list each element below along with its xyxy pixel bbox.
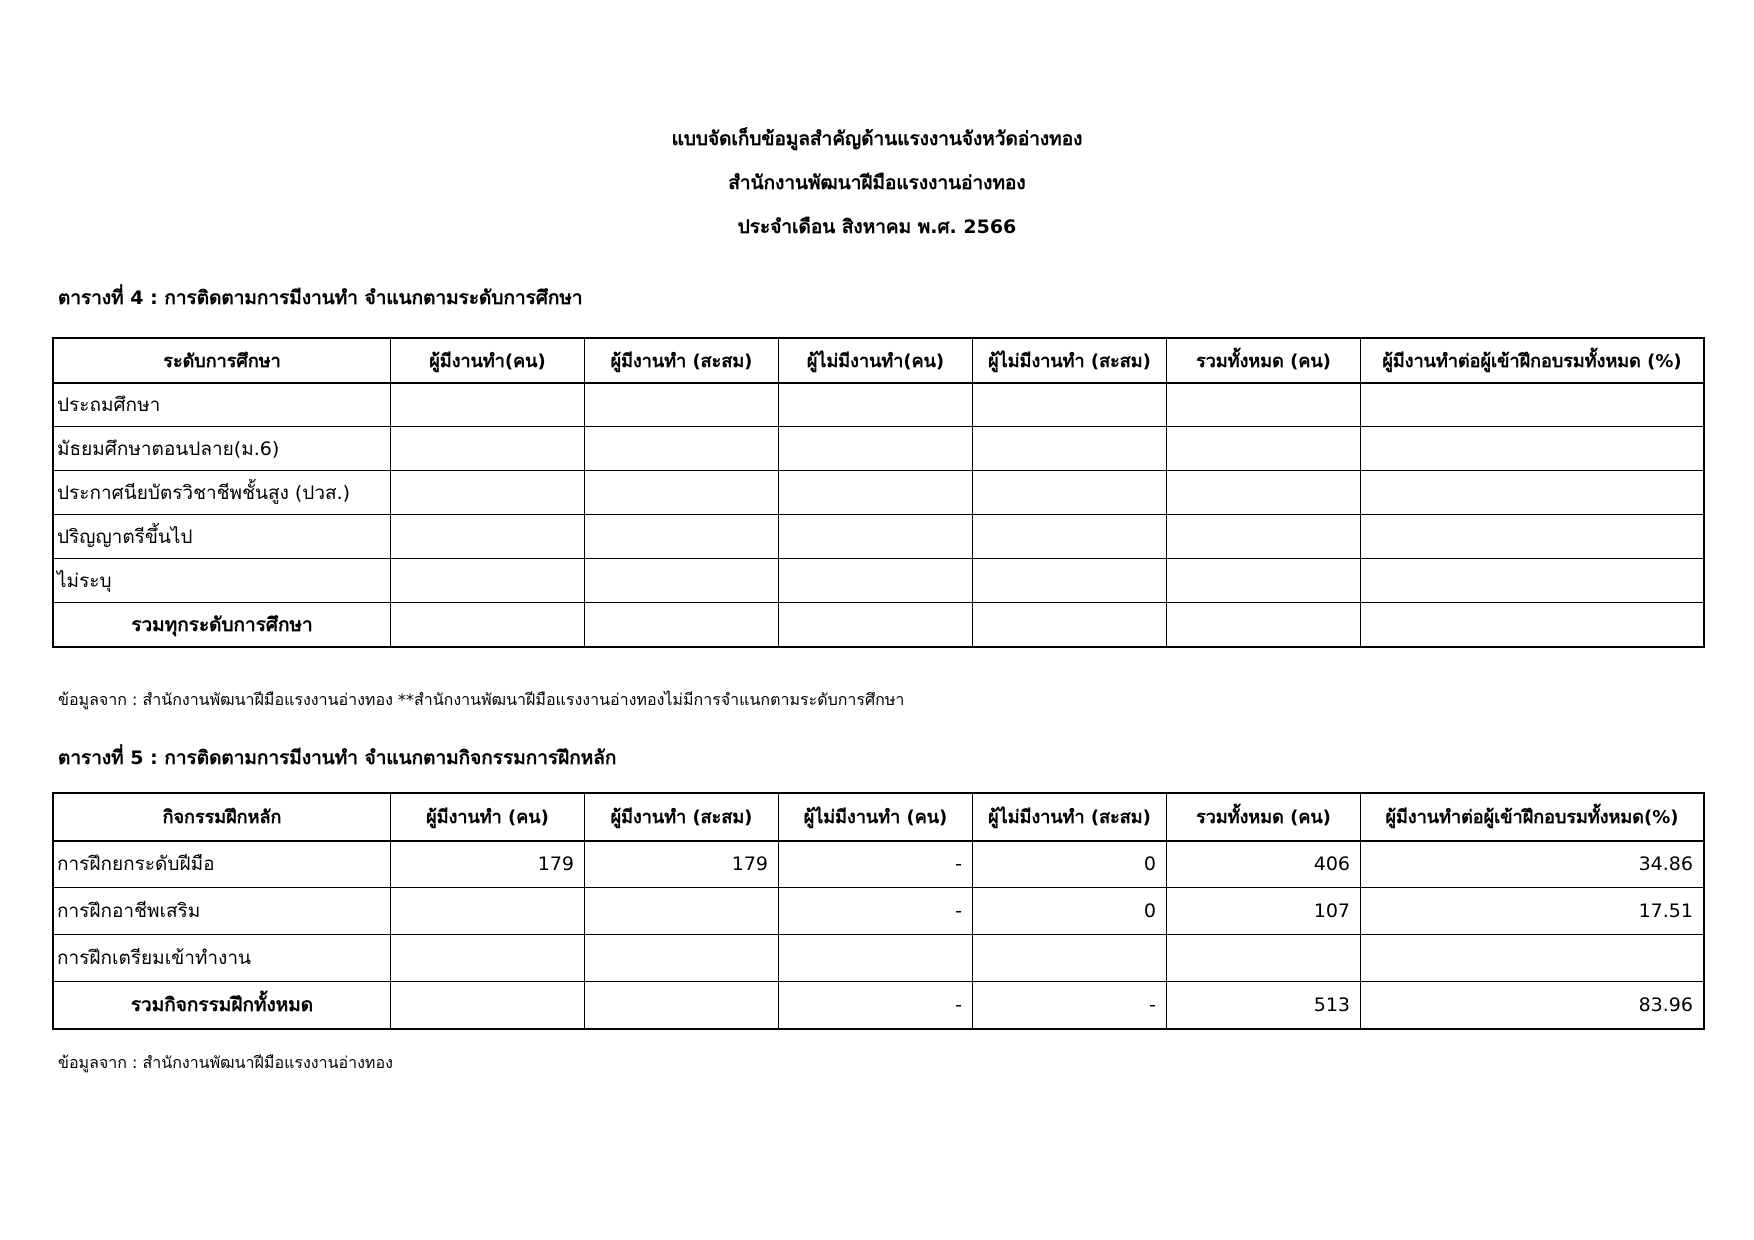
cell xyxy=(1361,603,1704,647)
table-row xyxy=(54,383,1704,427)
cell xyxy=(391,515,585,559)
cell xyxy=(973,471,1167,515)
table-row xyxy=(54,935,1704,982)
table-header-row xyxy=(54,794,1704,841)
cell xyxy=(391,471,585,515)
cell-employment-rate xyxy=(1361,935,1704,982)
col-unemployed-cumulative: ผู้ไม่มีงานทำ (สะสม) xyxy=(973,794,1167,841)
col-unemployed: ผู้ไม่มีงานทำ(คน) xyxy=(779,339,973,383)
cell xyxy=(585,427,779,471)
cell xyxy=(1361,427,1704,471)
cell xyxy=(1167,427,1361,471)
cell xyxy=(779,383,973,427)
cell-unemployed-cumulative xyxy=(973,935,1167,982)
row-label: การฝึกอาชีพเสริม xyxy=(54,888,391,935)
row-label: การฝึกยกระดับฝีมือ xyxy=(54,841,391,888)
cell xyxy=(391,383,585,427)
col-employed-cumulative: ผู้มีงานทำ (สะสม) xyxy=(585,339,779,383)
cell-unemployed-cumulative: 0 xyxy=(973,888,1167,935)
cell-unemployed xyxy=(779,935,973,982)
row-label: ประถมศึกษา xyxy=(54,383,391,427)
cell xyxy=(1361,515,1704,559)
col-employed-cumulative: ผู้มีงานทำ (สะสม) xyxy=(585,794,779,841)
table-total-row xyxy=(54,982,1704,1029)
total-row-label: รวมกิจกรรมฝึกทั้งหมด xyxy=(54,982,391,1029)
col-employed: ผู้มีงานทำ(คน) xyxy=(391,339,585,383)
cell xyxy=(585,559,779,603)
cell-employment-rate: 83.96 xyxy=(1361,982,1704,1029)
cell xyxy=(973,559,1167,603)
cell xyxy=(585,471,779,515)
col-education-level: ระดับการศึกษา xyxy=(54,339,391,383)
table-row xyxy=(54,515,1704,559)
report-office: สำนักงานพัฒนาฝีมือแรงงานอ่างทอง xyxy=(728,172,1026,194)
total-row-label: รวมทุกระดับการศึกษา xyxy=(54,603,391,647)
col-employment-rate: ผู้มีงานทำต่อผู้เข้าฝึกอบรมทั้งหมด (%) xyxy=(1361,339,1704,383)
table-row xyxy=(54,471,1704,515)
cell-total: 513 xyxy=(1167,982,1361,1029)
cell-employed-cumulative xyxy=(585,888,779,935)
cell-employment-rate: 17.51 xyxy=(1361,888,1704,935)
table-row xyxy=(54,427,1704,471)
cell xyxy=(973,515,1167,559)
cell xyxy=(779,603,973,647)
col-unemployed-cumulative: ผู้ไม่มีงานทำ (สะสม) xyxy=(973,339,1167,383)
cell xyxy=(1361,471,1704,515)
cell-employed-cumulative: 179 xyxy=(585,841,779,888)
cell-total: 107 xyxy=(1167,888,1361,935)
col-unemployed: ผู้ไม่มีงานทำ (คน) xyxy=(779,794,973,841)
report-title: แบบจัดเก็บข้อมูลสำคัญด้านแรงงานจังหวัดอ่างทอง xyxy=(671,128,1083,150)
cell xyxy=(1167,471,1361,515)
col-employment-rate: ผู้มีงานทำต่อผู้เข้าฝึกอบรมทั้งหมด(%) xyxy=(1361,794,1704,841)
cell-unemployed-cumulative: 0 xyxy=(973,841,1167,888)
cell xyxy=(1167,559,1361,603)
cell-employed-cumulative xyxy=(585,982,779,1029)
cell-unemployed: - xyxy=(779,841,973,888)
cell-unemployed: - xyxy=(779,982,973,1029)
row-label: การฝึกเตรียมเข้าทำงาน xyxy=(54,935,391,982)
table4-caption: ตารางที่ 4 : การติดตามการมีงานทำ จำแนกตามระดับการศึกษา xyxy=(58,287,583,309)
table5-source-note: ข้อมูลจาก : สำนักงานพัฒนาฝีมือแรงงานอ่างทอง xyxy=(58,1053,393,1072)
report-period: ประจำเดือน สิงหาคม พ.ศ. 2566 xyxy=(737,216,1017,238)
cell xyxy=(1361,383,1704,427)
cell xyxy=(779,427,973,471)
cell-total: 406 xyxy=(1167,841,1361,888)
cell-employment-rate: 34.86 xyxy=(1361,841,1704,888)
cell-employed xyxy=(391,935,585,982)
table4-source-note: ข้อมูลจาก : สำนักงานพัฒนาฝีมือแรงงานอ่างทอง **สำนักงานพัฒนาฝีมือแรงงานอ่างทองไม่มีการจำแนกตามระดับการศึกษา xyxy=(58,690,905,709)
table-row xyxy=(54,559,1704,603)
cell xyxy=(1361,559,1704,603)
cell xyxy=(1167,603,1361,647)
col-total: รวมทั้งหมด (คน) xyxy=(1167,339,1361,383)
row-label: มัธยมศึกษาตอนปลาย(ม.6) xyxy=(54,427,391,471)
row-label: ไม่ระบุ xyxy=(54,559,391,603)
cell-employed: 179 xyxy=(391,841,585,888)
cell xyxy=(779,559,973,603)
table5-caption: ตารางที่ 5 : การติดตามการมีงานทำ จำแนกตามกิจกรรมการฝึกหลัก xyxy=(58,747,617,769)
cell xyxy=(391,603,585,647)
cell xyxy=(1167,515,1361,559)
col-employed: ผู้มีงานทำ (คน) xyxy=(391,794,585,841)
col-training-activity: กิจกรรมฝึกหลัก xyxy=(54,794,391,841)
row-label: ปริญญาตรีขึ้นไป xyxy=(54,515,391,559)
table-total-row xyxy=(54,603,1704,647)
cell xyxy=(585,603,779,647)
cell xyxy=(1167,383,1361,427)
cell-unemployed: - xyxy=(779,888,973,935)
training-activity-employment-table xyxy=(53,793,1704,1029)
cell xyxy=(585,383,779,427)
row-label: ประกาศนียบัตรวิชาชีพชั้นสูง (ปวส.) xyxy=(54,471,391,515)
education-employment-table xyxy=(53,338,1704,647)
table-header-row xyxy=(54,339,1704,383)
cell-total xyxy=(1167,935,1361,982)
cell xyxy=(973,383,1167,427)
col-total: รวมทั้งหมด (คน) xyxy=(1167,794,1361,841)
cell xyxy=(973,427,1167,471)
cell xyxy=(779,471,973,515)
cell-employed xyxy=(391,888,585,935)
table-row xyxy=(54,888,1704,935)
cell-unemployed-cumulative: - xyxy=(973,982,1167,1029)
cell xyxy=(973,603,1167,647)
cell xyxy=(391,559,585,603)
cell xyxy=(391,427,585,471)
cell xyxy=(779,515,973,559)
table-row xyxy=(54,841,1704,888)
cell xyxy=(585,515,779,559)
cell-employed xyxy=(391,982,585,1029)
cell-employed-cumulative xyxy=(585,935,779,982)
